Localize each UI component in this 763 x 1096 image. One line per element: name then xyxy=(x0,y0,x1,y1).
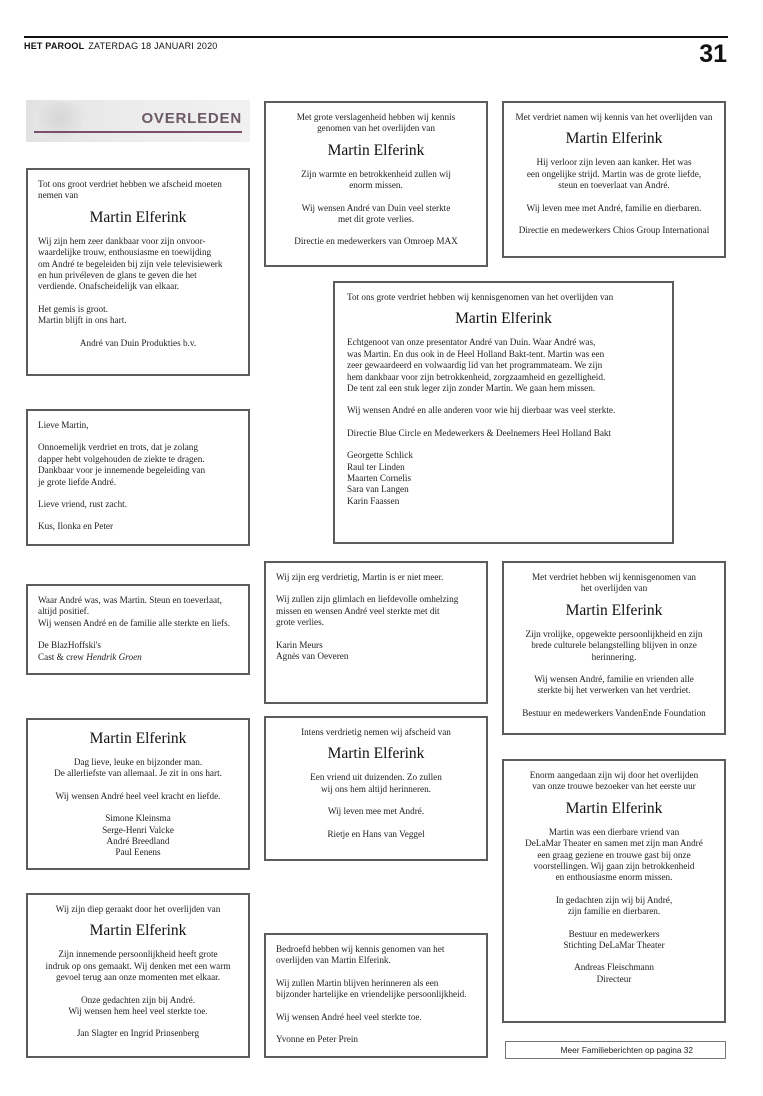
signature-italic: Hendrik Groen xyxy=(86,651,142,662)
body-line: zijn familie en dierbaren. xyxy=(567,906,661,917)
body-line: verdiende. Onafscheidelijk van elkaar. xyxy=(38,281,180,292)
intro-line: nemen van xyxy=(38,190,79,201)
obituary-slagter xyxy=(26,893,250,1058)
obituary-delamar xyxy=(502,759,726,1023)
newspaper-brand: HET PAROOL xyxy=(24,41,85,51)
deceased-name: Martin Elferink xyxy=(565,799,663,817)
signer-name: Maarten Cornelis xyxy=(347,473,412,484)
obituary-meurs-oeveren xyxy=(264,561,488,704)
body-line: Wij zullen zijn glimlach en liefdevolle omhelzing xyxy=(276,594,459,605)
body-line: altijd positief. xyxy=(38,606,90,617)
deceased-name: Martin Elferink xyxy=(455,310,552,328)
body-line: wij ons hem altijd herinneren. xyxy=(321,783,431,794)
intro-line: Intens verdrietig nemen wij afscheid van xyxy=(301,727,451,737)
intro-line: overlijden van Martin Elferink. xyxy=(276,955,391,966)
body-line: enorm missen. xyxy=(349,180,403,191)
signature: André van Duin Produkties b.v. xyxy=(79,337,197,348)
obituary-blazhoffski xyxy=(26,584,250,675)
intro-line: Met grote verslagenheid hebben wij kennis xyxy=(296,112,456,122)
signer-name: Paul Eenens xyxy=(115,847,161,858)
obituary-vandenende xyxy=(502,561,726,735)
signature: Directie en medewerkers Chios Group International xyxy=(518,225,710,236)
deceased-name: Martin Elferink xyxy=(565,130,663,148)
deceased-name: Martin Elferink xyxy=(89,730,187,747)
body-line: om André te begeleiden bij zijn vele televisiewerk xyxy=(38,258,223,269)
deceased-name: Martin Elferink xyxy=(327,745,425,763)
intro-line: Bedroefd hebben wij kennis genomen van het xyxy=(276,944,445,954)
obituary-heel-holland-bakt xyxy=(333,281,674,544)
body-line: Martin was een dierbare vriend van xyxy=(548,826,680,837)
obituary-omroep-max xyxy=(264,101,488,267)
body-line: Wij wensen hem heel veel sterkte toe. xyxy=(68,1006,208,1017)
body-line: Onnoemelijk verdriet en trots, dat je zolang xyxy=(38,442,198,453)
body-line: Het gemis is groot. xyxy=(38,303,108,314)
body-line: Echtgenoot van onze presentator André van Duin. Waar André was, xyxy=(347,337,596,348)
body-line: en hun privéleven de glans te geven die het xyxy=(38,270,197,281)
body-line: bijzonder hartelijke en vriendelijke persoonlijkheid. xyxy=(276,989,467,1000)
intro-line: het overlijden van xyxy=(580,583,648,594)
page-number: 31 xyxy=(699,40,727,68)
body-line: grote verlies. xyxy=(276,617,324,628)
signer-name: Agnès van Oeveren xyxy=(276,651,349,662)
body-line: Zijn warmte en betrokkenheid zullen wij xyxy=(301,168,451,179)
body-line: Wij wensen André heel veel sterkte toe. xyxy=(276,1011,422,1022)
signature: Rietje en Hans van Veggel xyxy=(327,828,425,839)
greeting: Lieve Martin, xyxy=(38,420,89,430)
body-line: De tent zal een stuk leger zijn zonder Martin. We gaan hem missen. xyxy=(347,383,596,394)
body-line: een ongelijke strijd. Martin was de grote liefde, xyxy=(526,168,702,179)
intro-line: Tot ons groot verdriet hebben we afscheid moeten xyxy=(38,179,222,189)
body-line: Wij wensen André, familie en vrienden alle xyxy=(534,674,694,685)
body-line: voorstellingen. Wij gaan zijn betrokkenheid xyxy=(533,861,695,872)
signer-title: Directeur xyxy=(596,973,632,984)
body-line: Wij zijn hem zeer dankbaar voor zijn onvoor- xyxy=(38,235,206,246)
body-line: sterkte bij het verwerken van het verdriet. xyxy=(537,685,691,696)
signature: Directie Blue Circle en Medewerkers & Deelnemers Heel Holland Bakt xyxy=(347,427,612,438)
section-banner xyxy=(26,100,250,142)
intro-line: Tot ons grote verdriet hebben wij kennisgenomen van het overlijden van xyxy=(347,292,614,302)
body-line: missen en wensen André veel sterkte met dit xyxy=(276,605,440,616)
body-line: Wij leven mee met André, familie en dierbaren. xyxy=(526,202,702,213)
signature: Jan Slagter en Ingrid Prinsenberg xyxy=(76,1028,200,1039)
obituary-prein xyxy=(264,933,488,1058)
more-obituaries-reference: Meer Familieberichten op pagina 32 xyxy=(505,1041,726,1059)
body-line: Dag lieve, leuke en bijzonder man. xyxy=(73,757,203,767)
obituary-duin-produkties xyxy=(26,168,250,376)
body-line: steun en toeverlaat van André. xyxy=(558,180,670,191)
body-line: Dankbaar voor je innemende begeleiding van xyxy=(38,465,206,476)
body-line: zeer gewaardeerd en volwaardig lid van het programmateam. We zijn xyxy=(347,360,603,371)
body-line: indruk op ons gemaakt. Wij denken met een warm xyxy=(45,960,231,971)
intro-line: Met verdriet hebben wij kennisgenomen van xyxy=(531,572,697,582)
body-line: Waar André was, was Martin. Steun en toeverlaat, xyxy=(38,595,222,605)
banner-accent-rule xyxy=(34,131,242,133)
signature: Bestuur en medewerkers VandenEnde Foundation xyxy=(522,707,706,718)
body-line: was Martin. En dus ook in de Heel Holland Bakt-tent. Martin was een xyxy=(347,348,605,359)
body-line: je grote liefde André. xyxy=(38,476,117,487)
body-line: Wij wensen André en alle anderen voor wie hij dierbaar was veel sterkte. xyxy=(347,405,616,416)
signer-name: Serge-Henri Valcke xyxy=(102,824,174,835)
signature: Stichting DeLaMar Theater xyxy=(563,940,665,951)
body-line: Wij wensen André heel veel kracht en liefde. xyxy=(55,790,221,801)
deceased-name: Martin Elferink xyxy=(565,601,663,619)
header-rule xyxy=(24,36,728,38)
signature: Directie en medewerkers van Omroep MAX xyxy=(294,236,458,247)
body-line: Wij leven mee met André. xyxy=(327,806,425,817)
signature: Yvonne en Peter Prein xyxy=(276,1034,358,1045)
intro-line: Wij zijn diep geraakt door het overlijden van xyxy=(55,904,221,914)
body-line: In gedachten zijn wij bij André, xyxy=(555,894,673,905)
signer-name: Karin Faassen xyxy=(347,495,400,506)
body-line: Zijn innemende persoonlijkheid heeft grote xyxy=(58,949,218,960)
body-line: met dit grote verlies. xyxy=(337,214,415,225)
body-line: Een vriend uit duizenden. Zo zullen xyxy=(310,772,442,783)
obituary-chios xyxy=(502,101,726,258)
signer-name: Andreas Fleischmann xyxy=(574,962,654,973)
section-title: OVERLEDEN xyxy=(141,110,242,127)
body-line: De allerliefste van allemaal. Je zit in ons hart. xyxy=(54,768,222,779)
signature: Kus, Ilonka en Peter xyxy=(38,521,114,532)
body-line: dapper hebt volgehouden de ziekte te dragen. xyxy=(38,453,205,464)
body-line: Lieve vriend, rust zacht. xyxy=(38,499,128,510)
body-line: DeLaMar Theater en samen met zijn man André xyxy=(525,838,703,849)
signature-prefix: Cast & crew xyxy=(38,651,87,662)
intro-line: Wij zijn erg verdrietig, Martin is er niet meer. xyxy=(276,572,444,582)
signature: Bestuur en medewerkers xyxy=(568,928,660,939)
intro-line: Enorm aangedaan zijn wij door het overlijden xyxy=(529,770,699,780)
intro-line: Met verdriet namen wij kennis van het overlijden van xyxy=(515,112,713,122)
body-line: Onze gedachten zijn bij André. xyxy=(80,994,196,1005)
signature-line xyxy=(38,652,238,663)
signer-name: Simone Kleinsma xyxy=(105,813,171,824)
issue-date: ZATERDAG 18 JANUARI 2020 xyxy=(88,41,218,51)
intro-line: genomen van het overlijden van xyxy=(317,123,435,134)
body-line: Hij verloor zijn leven aan kanker. Het was xyxy=(536,157,692,168)
deceased-name: Martin Elferink xyxy=(89,208,187,226)
intro-line: van onze trouwe bezoeker van het eerste uur xyxy=(532,781,696,792)
masthead xyxy=(24,41,218,51)
body-line: waardelijke trouw, enthousiasme en toewijding xyxy=(38,247,212,258)
body-line: Zijn vrolijke, opgewekte persoonlijkheid en zijn xyxy=(525,628,703,639)
signer-name: Georgette Schlick xyxy=(347,450,413,461)
obituary-van-veggel xyxy=(264,716,488,861)
deceased-name: Martin Elferink xyxy=(327,141,425,159)
signature: De BlazHoffski's xyxy=(38,640,101,651)
obituary-ilonka-peter xyxy=(26,409,250,546)
signer-name: Sara van Langen xyxy=(347,484,409,495)
body-line: herinnering. xyxy=(591,651,637,662)
body-line: en enthousiasme enorm missen. xyxy=(555,872,673,883)
obituary-kleinsma xyxy=(26,718,250,870)
body-line: Wij zullen Martin blijven herinneren als een xyxy=(276,977,439,988)
body-line: hem dankbaar voor zijn betrokkenheid, zorgzaamheid en gezelligheid. xyxy=(347,371,606,382)
body-line: Wij wensen André van Duin veel sterkte xyxy=(301,202,451,213)
banner-portrait-image xyxy=(32,102,92,142)
signer-name: Karin Meurs xyxy=(276,639,323,650)
body-line: Wij wensen André en de familie alle sterkte en liefs. xyxy=(38,617,230,628)
body-line: Martin blijft in ons hart. xyxy=(38,315,127,326)
signer-name: Raul ter Linden xyxy=(347,461,405,472)
body-line: brede culturele belangstelling blijven in onze xyxy=(531,640,697,651)
body-line: een graag geziene en trouwe gast bij onze xyxy=(537,849,691,860)
body-line: gevoel terug aan onze momenten met elkaar. xyxy=(55,972,221,983)
deceased-name: Martin Elferink xyxy=(89,922,187,940)
signer-name: André Breedland xyxy=(106,836,170,847)
